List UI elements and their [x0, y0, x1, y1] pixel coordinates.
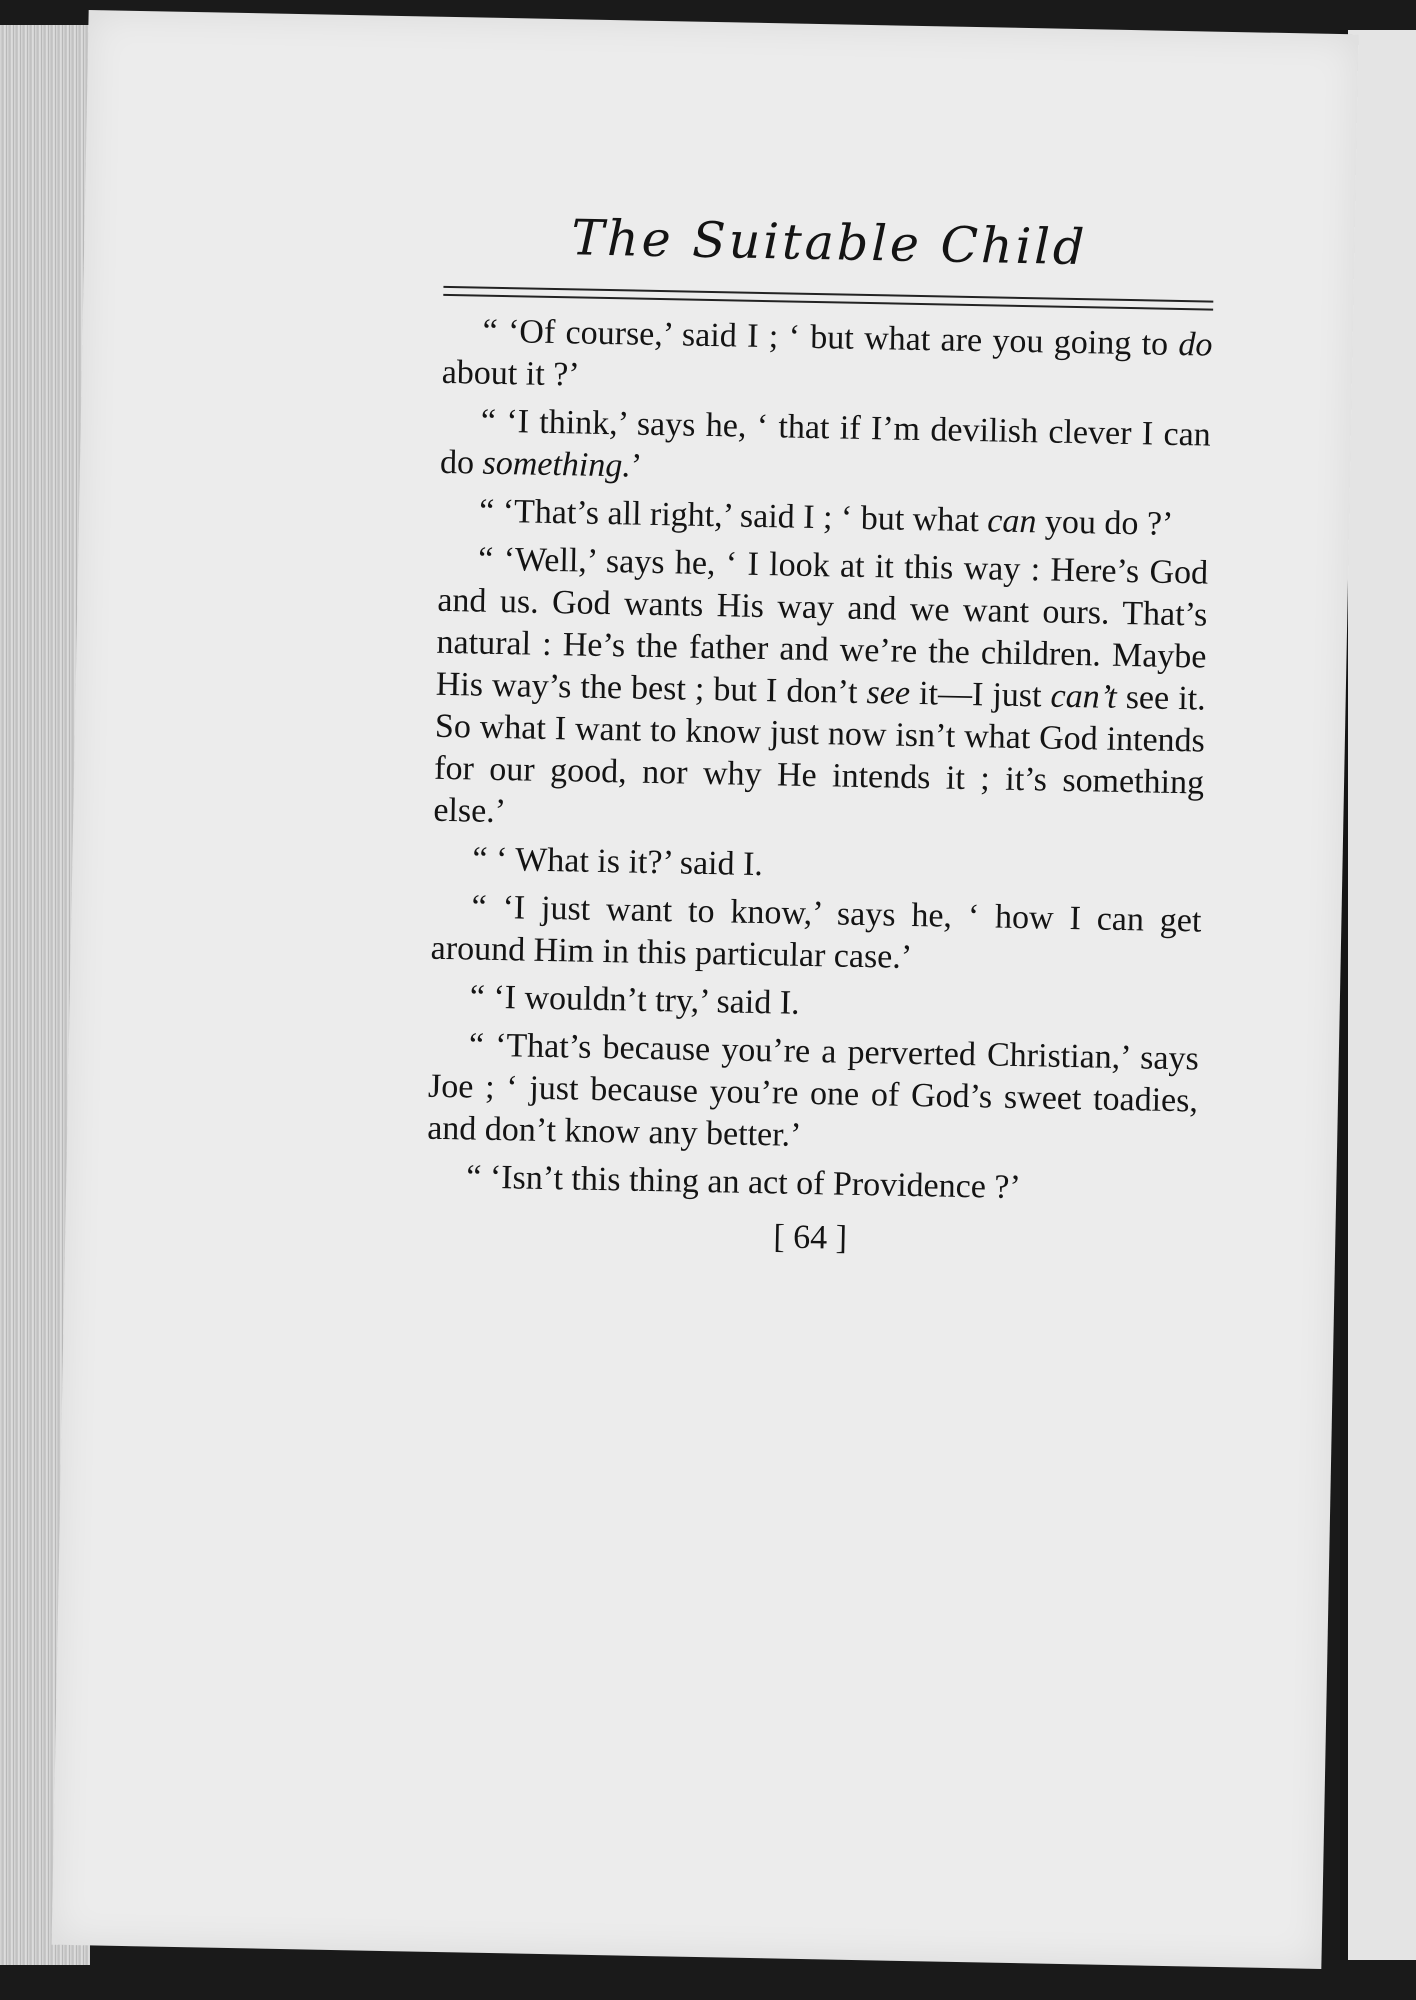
paragraph: “ ‘ What is it?’ said I. — [472, 840, 764, 884]
page-number: [ 64 ] — [773, 1218, 848, 1257]
paragraph: “ ‘Of course,’ said I ; ‘ but what are you going to do about it ?’ — [441, 312, 1213, 394]
running-head: The Suitable Child — [570, 209, 1088, 277]
book-page — [52, 10, 1359, 1969]
paragraph: “ ‘Well,’ says he, ‘ I look at it this way : Here’s God and us. God wants His way and we want ours. That’s natural : He’s the father and we’re the children. Maybe His way’s the best ; but I don’t see it—I just can’t see it. So what I want to know just now isn’t what God intends for our good, nor why He intends it ; it’s something else.’ — [433, 540, 1209, 831]
paragraph: “ ‘That’s all right,’ said I ; ‘ but what can you do ?’ — [478, 492, 1174, 543]
paragraph: “ ‘I just want to know,’ says he, ‘ how I can get around Him in this particular case.’ — [430, 888, 1202, 976]
paragraph: “ ‘I wouldn’t try,’ said I. — [469, 978, 800, 1022]
header-rule-second — [443, 294, 1213, 311]
paragraph: “ ‘That’s because you’re a perverted Christian,’ says Joe ; ‘ just because you’re one of God’s sweet toadies, and don’t know any better.’ — [426, 1026, 1200, 1154]
header-rule — [443, 286, 1213, 303]
paragraph: “ ‘Isn’t this thing an act of Providence ?’ — [466, 1158, 1022, 1207]
text-block — [425, 167, 1216, 1265]
paragraph: “ ‘I think,’ says he, ‘ that if I’m devilish clever I can do something.’ — [439, 402, 1212, 485]
